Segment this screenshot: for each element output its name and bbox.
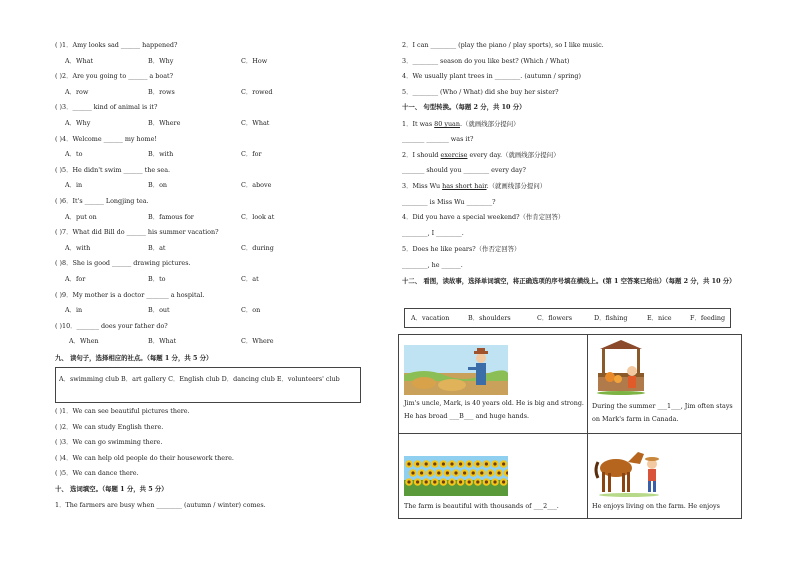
option-c: C．rowed bbox=[241, 87, 273, 96]
story-text-1: Jim's uncle, Mark, is 40 years old. He is big and strong. He has broad ___B___ and huge hands. bbox=[404, 399, 584, 420]
club-item-5: ( )5．We can dance there. bbox=[55, 469, 139, 478]
option-c: C．How bbox=[241, 56, 268, 65]
section-12-title: 十二、 看图，读故事，选择单词填空，将正确选项的序号填在横线上。(第 1 空答案已给出）（每题 2 分，共 10 分） bbox=[402, 277, 736, 285]
grid-divider bbox=[398, 433, 741, 434]
option-c: C．for bbox=[241, 150, 262, 159]
question-stem-7: ( )7．What did Bill do ______ his summer vacation? bbox=[55, 228, 219, 237]
question-stem-10: ( )10．_______ does your father do? bbox=[55, 321, 168, 330]
option-b: B．with bbox=[148, 150, 174, 159]
word-option-e: E．nice bbox=[647, 314, 672, 322]
option-b: B．Why bbox=[148, 56, 174, 65]
fill-item-3: 3．________ season do you like best? (Which / What) bbox=[402, 57, 570, 65]
option-a: A．for bbox=[65, 275, 86, 283]
option-c: C．look at bbox=[241, 212, 275, 221]
underlined-phrase: has short hair bbox=[442, 182, 487, 190]
club-item-3: ( )3．We can go swimming there. bbox=[55, 438, 163, 447]
transform-a5: ________, he ______. bbox=[402, 261, 463, 269]
option-c: C．Where bbox=[241, 337, 274, 346]
word-bank-box bbox=[404, 308, 731, 328]
option-a: A．put on bbox=[65, 212, 97, 221]
sunflower-field-picture bbox=[404, 456, 508, 496]
story-text-3: The farm is beautiful with thousands of ___2___. bbox=[404, 502, 559, 510]
option-a: A．row bbox=[65, 87, 89, 96]
fill-item-5: 5．________ (Who / What) did she buy her sister? bbox=[402, 88, 559, 96]
fill-item-1: 1．The farmers are busy when ________ (autumn / winter) comes. bbox=[55, 501, 266, 509]
option-c: C．at bbox=[241, 275, 259, 283]
option-a: A．Why bbox=[65, 119, 91, 127]
option-c: C．What bbox=[241, 119, 270, 127]
word-option-a: A．vacation bbox=[411, 314, 450, 322]
option-b: B．to bbox=[148, 275, 166, 283]
question-stem-6: ( )6．It's ______ Longjing tea. bbox=[55, 197, 149, 205]
word-option-b: B．shoulders bbox=[468, 314, 511, 322]
fill-item-4: 4．We usually plant trees in ________. (autumn / spring) bbox=[402, 72, 582, 80]
word-option-c: C．flowers bbox=[537, 314, 572, 322]
transform-a2: _______ should you ________ every day? bbox=[402, 166, 526, 174]
option-b: B．on bbox=[148, 181, 168, 190]
option-a: A．in bbox=[65, 181, 83, 190]
option-b: B．rows bbox=[148, 87, 175, 96]
transform-q1: 1．It was 80 yuan.（就画线部分提问） bbox=[402, 120, 520, 128]
transform-a1: _______ _______ was it? bbox=[402, 135, 474, 143]
section-10-title: 十、 选词填空。（每题 1 分，共 5 分） bbox=[55, 485, 168, 493]
section-9-title: 九、 读句子，选择相应的社点。（每题 1 分，共 5 分） bbox=[55, 354, 213, 362]
transform-q2: 2．I should exercise every day.（就画线部分提问） bbox=[402, 151, 560, 159]
option-b: B．famous for bbox=[148, 212, 194, 221]
option-a: A．to bbox=[65, 150, 83, 159]
option-a: A．What bbox=[65, 56, 94, 65]
question-stem-5: ( )5．He didn't swim ______ the sea. bbox=[55, 165, 171, 174]
section-11-title: 十一、 句型转换。（每题 2 分，共 10 分） bbox=[402, 103, 526, 111]
club-item-1: ( )1．We can see beautiful pictures there. bbox=[55, 407, 190, 415]
option-a: A．in bbox=[65, 306, 83, 315]
story-text-4: He enjoys living on the farm. He enjoys bbox=[592, 502, 720, 510]
transform-a4: ________, I ________. bbox=[402, 229, 464, 237]
option-c: C．on bbox=[241, 306, 261, 315]
fill-item-2: 2．I can ________ (play the piano / play sports), so I like music. bbox=[402, 41, 604, 49]
question-stem-9: ( )9．My mother is a doctor _______ a hospital. bbox=[55, 290, 205, 299]
option-c: C．above bbox=[241, 181, 272, 190]
club-options-box bbox=[55, 367, 361, 403]
question-stem-4: ( )4．Welcome ______ my home! bbox=[55, 134, 157, 143]
club-options-text: A．swimming club B．art gallery C．English club D．dancing club E．volunteers' club bbox=[59, 375, 340, 383]
option-b: B．at bbox=[148, 243, 166, 252]
option-b: B．Where bbox=[148, 119, 181, 127]
farmer-picture bbox=[404, 345, 508, 395]
transform-a3: ________ is Miss Wu ________? bbox=[402, 198, 496, 206]
club-item-2: ( )2．We can study English there. bbox=[55, 422, 164, 431]
question-stem-1: ( )1．Amy looks sad ______ happened? bbox=[55, 41, 178, 49]
word-option-f: F．feeding bbox=[690, 314, 726, 322]
transform-q5: 5．Does he like pears?（作否定回答） bbox=[402, 245, 521, 253]
word-option-d: D．fishing bbox=[594, 314, 628, 322]
question-stem-8: ( )8．She is good ______ drawing pictures. bbox=[55, 259, 191, 268]
option-b: B．out bbox=[148, 306, 170, 315]
transform-q4: 4．Did you have a special weekend?（作肯定回答） bbox=[402, 213, 565, 221]
boy-at-well-picture bbox=[596, 339, 646, 395]
option-c: C．during bbox=[241, 243, 274, 252]
club-item-4: ( )4．We can help old people do their housework there. bbox=[55, 453, 234, 462]
grid-divider bbox=[587, 334, 588, 518]
question-stem-2: ( )2．Are you going to ______ a boat? bbox=[55, 72, 174, 81]
boy-with-horse-picture bbox=[594, 446, 664, 498]
underlined-phrase: 80 yuan bbox=[434, 120, 460, 128]
transform-q3: 3．Miss Wu has short hair.（就画线部分提问） bbox=[402, 182, 547, 190]
question-stem-3: ( )3．______ kind of animal is it? bbox=[55, 103, 158, 112]
option-b: B．What bbox=[148, 337, 177, 346]
underlined-phrase: exercise bbox=[440, 151, 468, 159]
story-text-2: During the summer ___1___, Jim often stays on Mark's farm in Canada. bbox=[592, 402, 733, 423]
option-a: A．with bbox=[65, 243, 91, 252]
option-a: A．When bbox=[69, 337, 99, 346]
